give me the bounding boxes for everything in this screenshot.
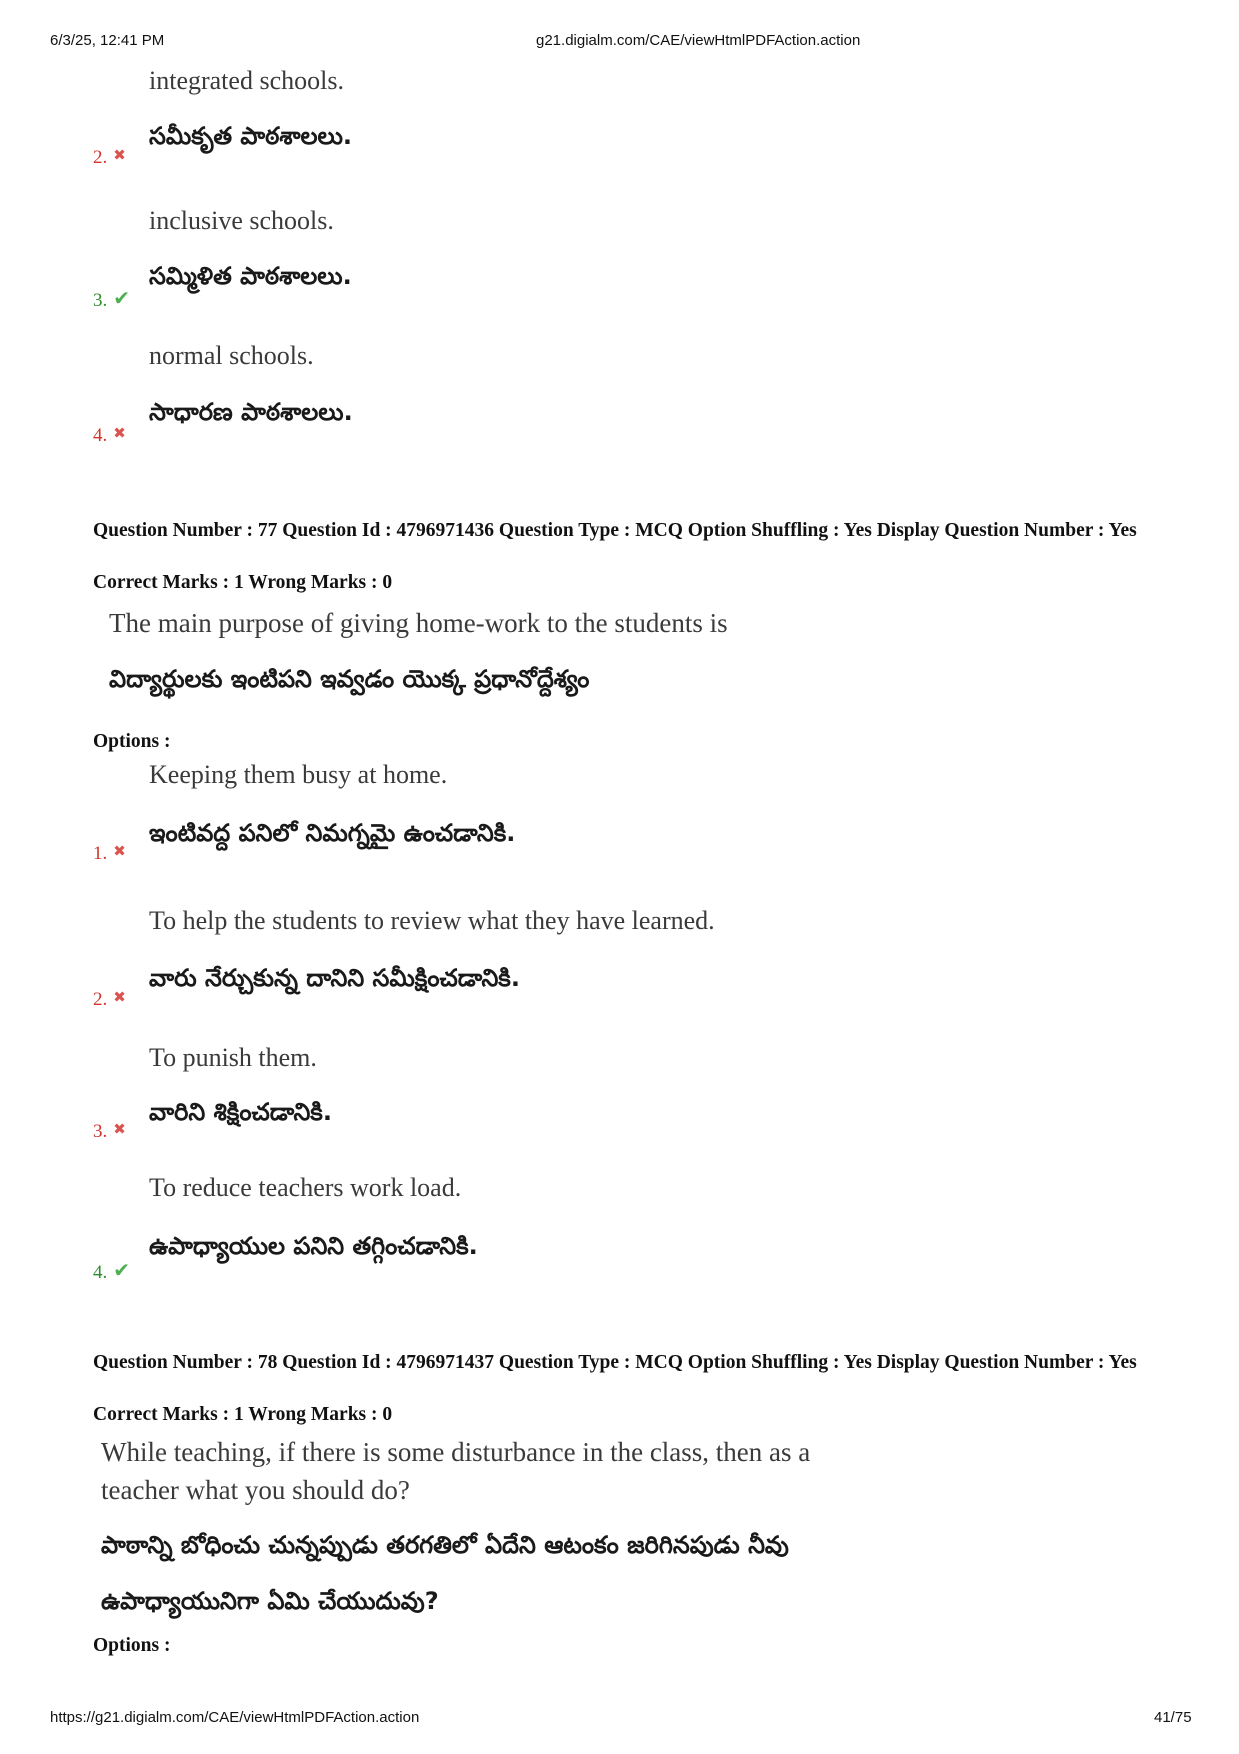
q77-option-3-number: 3. ✖ <box>93 1120 126 1142</box>
q77-option-1-number: 1. ✖ <box>93 842 126 864</box>
q77-option-2-telugu: వారు నేర్చుకున్న దానిని సమీక్షించడానికి. <box>149 964 520 992</box>
prev-option-2-english: integrated schools. <box>149 66 344 95</box>
footer-url: https://g21.digialm.com/CAE/viewHtmlPDFAction.action <box>50 1709 420 1726</box>
question-78-text-english-line-2: teacher what you should do? <box>101 1475 410 1505</box>
prev-option-3-number: 3. ✔ <box>93 286 131 311</box>
q77-option-1-english: Keeping them busy at home. <box>149 760 448 789</box>
question-78-options-label: Options : <box>93 1635 171 1656</box>
print-url: g21.digialm.com/CAE/viewHtmlPDFAction.action <box>536 32 861 49</box>
question-77-marks: Correct Marks : 1 Wrong Marks : 0 <box>93 572 393 593</box>
q77-option-1-telugu: ఇంటివద్ద పనిలో నిమగ్నమై ఉంచడానికి. <box>149 819 516 847</box>
wrong-cross-icon: ✖ <box>113 146 126 164</box>
question-78-text-telugu-line-1: పాఠాన్ని బోధించు చున్నప్పుడు తరగతిలో ఏదేని ఆటంకం జరిగినపుడు నీవు <box>101 1531 789 1559</box>
question-78-text-telugu-line-2: ఉపాధ్యాయునిగా ఏమి చేయుదువు? <box>101 1587 439 1615</box>
prev-option-4-english: normal schools. <box>149 341 314 370</box>
question-78-marks: Correct Marks : 1 Wrong Marks : 0 <box>93 1404 393 1425</box>
q77-option-4-telugu: ఉపాధ్యాయుల పనిని తగ్గించడానికి. <box>149 1232 478 1260</box>
q77-option-2-english: To help the students to review what they have learned. <box>149 906 715 935</box>
question-77-text-english: The main purpose of giving home-work to the students is <box>109 608 728 638</box>
wrong-cross-icon: ✖ <box>113 842 126 860</box>
print-datetime: 6/3/25, 12:41 PM <box>50 32 165 49</box>
question-77-text-telugu: విద్యార్థులకు ఇంటిపని ఇవ్వడం యొక్క ప్రధానోద్దేశ్యం <box>109 665 590 693</box>
question-77-options-label: Options : <box>93 731 171 752</box>
q77-option-3-english: To punish them. <box>149 1043 317 1072</box>
question-77-meta: Question Number : 77 Question Id : 4796971436 Question Type : MCQ Option Shuffling : Yes Display Question Number : Yes <box>93 520 1137 541</box>
footer-page-number: 41/75 <box>1154 1709 1192 1726</box>
question-78-text-english-line-1: While teaching, if there is some disturbance in the class, then as a <box>101 1437 811 1467</box>
q77-option-2-number: 2. ✖ <box>93 988 126 1010</box>
q77-option-3-telugu: వారిని శిక్షించడానికి. <box>149 1098 332 1126</box>
q77-option-4-english: To reduce teachers work load. <box>149 1173 462 1202</box>
prev-option-4-telugu: సాధారణ పాఠశాలలు. <box>149 398 353 426</box>
wrong-cross-icon: ✖ <box>113 424 126 442</box>
q77-option-4-number: 4. ✔ <box>93 1258 131 1283</box>
prev-option-4-number: 4. ✖ <box>93 424 126 446</box>
prev-option-3-telugu: సమ్మిళిత పాఠశాలలు. <box>149 262 352 290</box>
prev-option-2-telugu: సమీకృత పాఠశాలలు. <box>149 122 352 150</box>
question-78-meta: Question Number : 78 Question Id : 4796971437 Question Type : MCQ Option Shuffling : Yes Display Question Number : Yes <box>93 1352 1137 1373</box>
correct-check-icon: ✔ <box>113 286 131 310</box>
wrong-cross-icon: ✖ <box>113 1120 126 1138</box>
wrong-cross-icon: ✖ <box>113 988 126 1006</box>
correct-check-icon: ✔ <box>113 1258 131 1282</box>
prev-option-2-number: 2. ✖ <box>93 146 126 168</box>
prev-option-3-english: inclusive schools. <box>149 206 334 235</box>
